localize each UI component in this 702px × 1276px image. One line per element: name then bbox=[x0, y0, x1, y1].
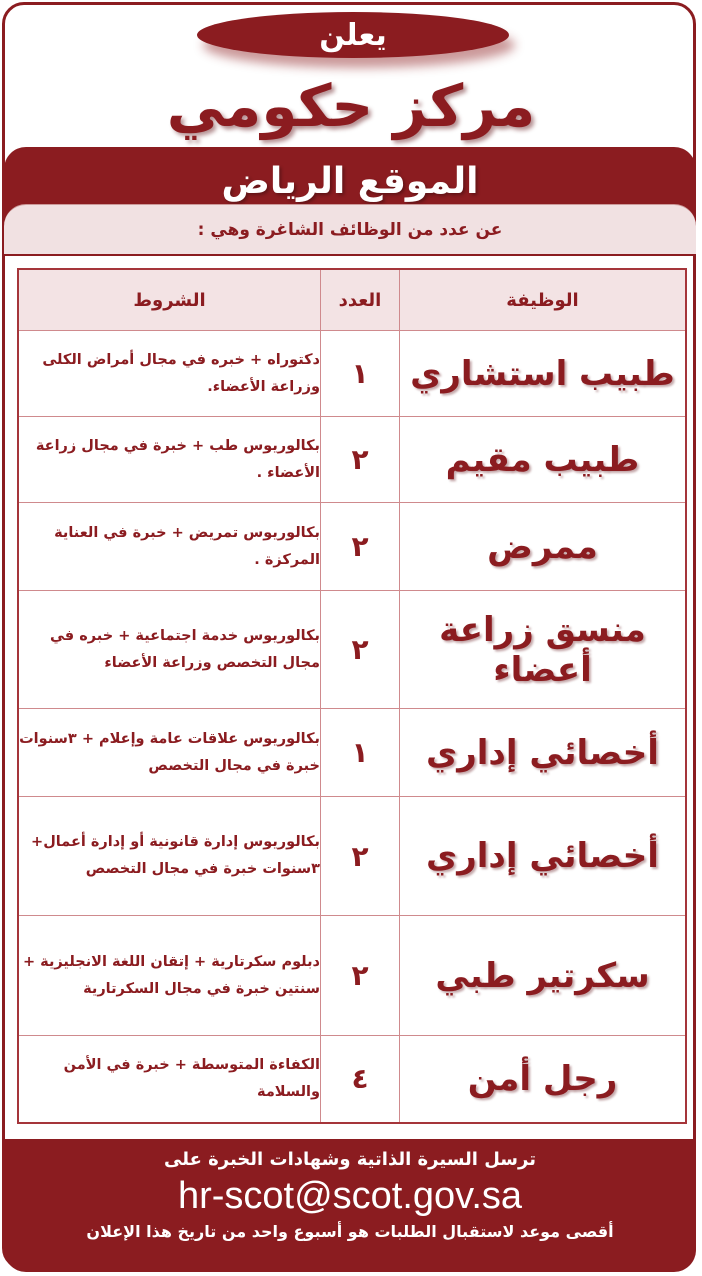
location-text: الموقع الرياض bbox=[221, 161, 479, 202]
job-count: ٢ bbox=[321, 417, 400, 503]
contact-email-link[interactable]: hr-scot@scot.gov.sa bbox=[177, 1175, 523, 1217]
job-conditions: بكالوريوس علاقات عامة وإعلام + ٣سنوات خبرة في مجال التخصص bbox=[18, 709, 321, 797]
table-row bbox=[18, 797, 686, 916]
header-count: العدد bbox=[321, 269, 400, 331]
job-conditions: دبلوم سكرتارية + إتقان اللغة الانجليزية + سنتين خبرة في مجال السكرتارية bbox=[18, 916, 321, 1036]
table-row bbox=[18, 503, 686, 591]
table-header-row bbox=[18, 269, 686, 331]
table-row bbox=[18, 591, 686, 709]
org-title: مركز حكومي bbox=[166, 72, 536, 140]
table-row bbox=[18, 417, 686, 503]
deadline-note: أقصى موعد لاستقبال الطلبات هو أسبوع واحد من تاريخ هذا الإعلان bbox=[86, 1222, 614, 1241]
job-title: رجل أمن bbox=[400, 1036, 687, 1123]
job-conditions: دكتوراه + خبره في مجال أمراض الكلى وزراعة الأعضاء. bbox=[18, 331, 321, 417]
job-conditions: الكفاءة المتوسطة + خبرة في الأمن والسلامة bbox=[18, 1036, 321, 1123]
job-count: ١ bbox=[321, 709, 400, 797]
job-count: ٤ bbox=[321, 1036, 400, 1123]
job-count: ٢ bbox=[321, 797, 400, 916]
job-conditions: بكالوريوس تمريض + خبرة في العناية المركزة . bbox=[18, 503, 321, 591]
job-count: ١ bbox=[321, 331, 400, 417]
job-conditions: بكالوريوس خدمة اجتماعية + خبره في مجال التخصص وزراعة الأعضاء bbox=[18, 591, 321, 709]
table-row bbox=[18, 331, 686, 417]
header-conditions: الشروط bbox=[18, 269, 321, 331]
subtitle-text: عن عدد من الوظائف الشاغرة وهي : bbox=[197, 219, 503, 240]
job-conditions: بكالوريوس إدارة قانونية أو إدارة أعمال+ ٣سنوات خبرة في مجال التخصص bbox=[18, 797, 321, 916]
table-row bbox=[18, 709, 686, 797]
job-title: طبيب مقيم bbox=[400, 417, 687, 503]
job-conditions: بكالوريوس طب + خبرة في مجال زراعة الأعضاء . bbox=[18, 417, 321, 503]
table-row bbox=[18, 1036, 686, 1123]
job-title: ممرض bbox=[400, 503, 687, 591]
header-job: الوظيفة bbox=[400, 269, 687, 331]
job-title: أخصائي إداري bbox=[400, 709, 687, 797]
submission-instruction: ترسل السيرة الذاتية وشهادات الخبرة على bbox=[164, 1149, 536, 1170]
contact-footer bbox=[4, 1139, 696, 1272]
job-count: ٢ bbox=[321, 503, 400, 591]
job-count: ٢ bbox=[321, 591, 400, 709]
job-title: طبيب استشاري bbox=[400, 331, 687, 417]
announce-text: يعلن bbox=[319, 17, 387, 53]
table-row bbox=[18, 916, 686, 1036]
job-title: أخصائي إداري bbox=[400, 797, 687, 916]
announce-badge bbox=[197, 12, 509, 58]
job-title: منسق زراعة أعضاء bbox=[400, 591, 687, 709]
job-count: ٢ bbox=[321, 916, 400, 1036]
subtitle-banner bbox=[4, 204, 696, 256]
jobs-table bbox=[17, 268, 687, 1124]
job-title: سكرتير طبي bbox=[400, 916, 687, 1036]
